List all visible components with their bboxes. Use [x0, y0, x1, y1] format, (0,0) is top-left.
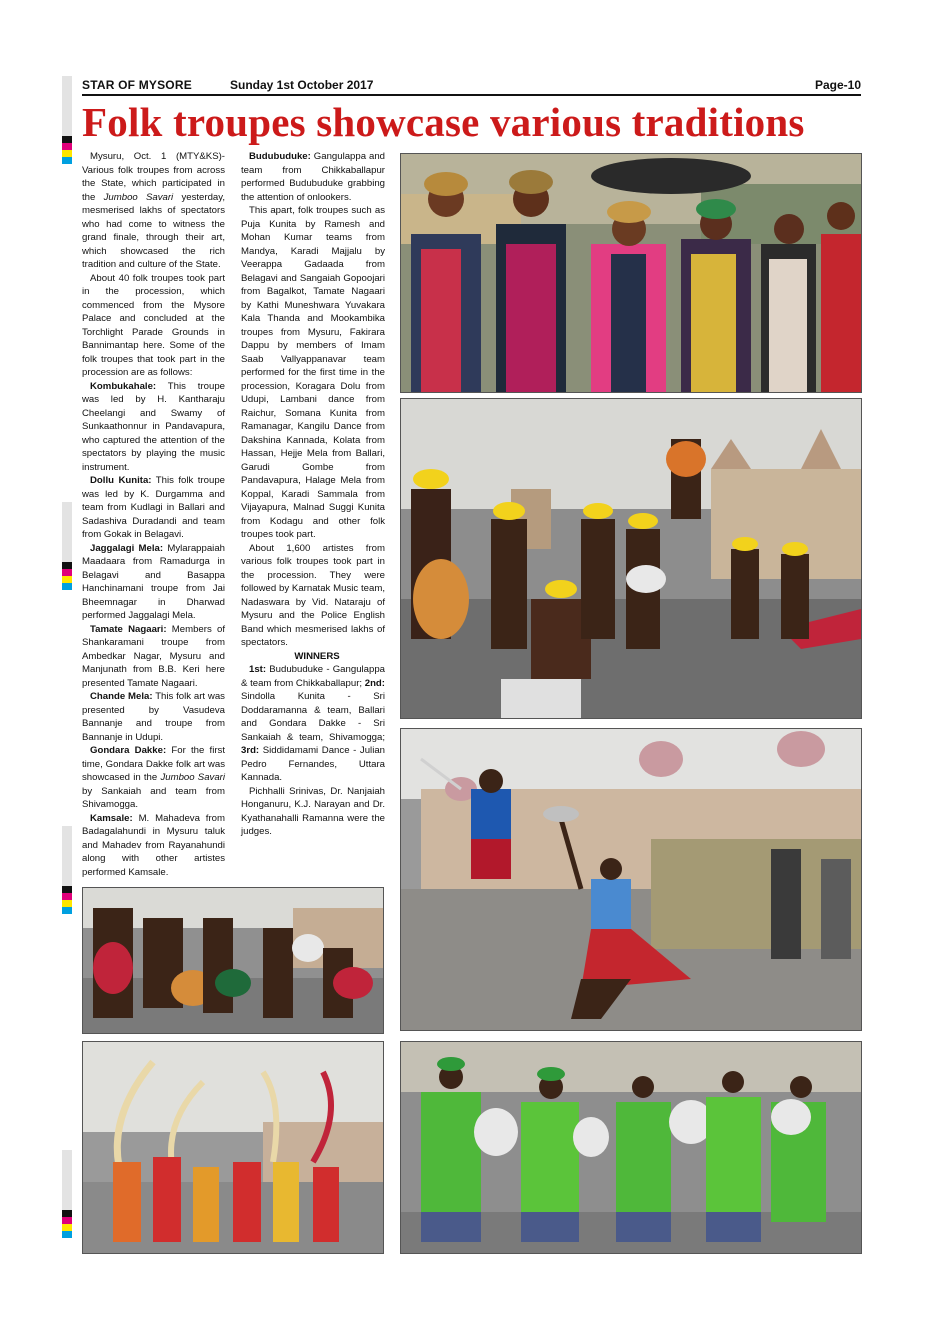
yellow-swatch [62, 1224, 72, 1231]
page-number: Page-10 [814, 78, 861, 92]
photo-horn-players [82, 1041, 384, 1254]
cyan-swatch [62, 157, 72, 164]
gondara-paragraph [82, 744, 225, 812]
body-text: M. Mahadeva from Badagalahundi in Mysuru taluk and Mahadev from Rayanahundi along with other artistes performed Kamsale. [82, 812, 225, 878]
subhead: Chande Mela: [90, 691, 153, 702]
magenta-swatch [62, 143, 72, 150]
rank-text: Budubuduke - Gangulappa & team from Chikkaballapur; [241, 664, 386, 689]
paragraph: This apart, folk troupes such as Puja Kunita by Ramesh and Mohan Kumar teams from Mandya, Karadi Majjalu by Veerappa Gadaada from Belagavi and Sangaiah Gopoojari from Bagalkot, Tamate Nagaari by Kathi Muneshwara Yuvakara Kala Thanda and Mookambika troupes from Mysuru, Fakirara Dappu by members of Imam Saab Vallyappanavar team performed for the first time in the procession, Koragara Dolu from Udupi, Lambani dance from Raichur, Somana Kunita from Ramanagar, Kangilu Dance from Dakshina Kannada, Kolata from Hassan, Hejje Mela from Ballari, Garudi Gombe from Pandavapura, Halage Mela from Koppal, Karadi Sammala from Vijayapura, Malnad Suggi Kunita from Kodagu and other folk troupes took part. [241, 205, 385, 540]
cyan-swatch [62, 583, 72, 590]
registration-marks-bottom [62, 1150, 72, 1238]
gray-bar [62, 826, 72, 886]
rank-label: 1st: [249, 664, 267, 675]
issue-date: Sunday 1st October 2017 [230, 78, 374, 92]
yellow-swatch [62, 900, 72, 907]
registration-marks-low [62, 826, 72, 914]
subhead: Gondara Dakke: [90, 745, 167, 756]
photo-image [401, 729, 861, 1030]
rank-text: Sindolla Kunita - Sri Doddaramanna & team, Ballari and Gondara Dakke - Sri Sankaiah & team, Shivamogga; [241, 691, 385, 743]
body-text: This folk art was presented by Vasudeva Bannanje and troupe from Bannanje in Udupi. [82, 691, 225, 743]
body-text: This folk troupe was led by K. Durgamma and team from Kudlagi in Ballari and Sadashiva Duradandi and team from Gokak in Belagavi. [82, 475, 225, 540]
subhead: Kamsale: [90, 812, 133, 824]
paragraph: About 1,600 artistes from various folk troupes took part in the procession. They were followed by Karnatak Music team, Nadaswara by Vid. Nataraju of Mysuru and the Police English Band which mesmerised lakhs of spectators. [241, 542, 385, 648]
winners-heading: WINNERS [294, 650, 340, 662]
yellow-swatch [62, 576, 72, 583]
jaggalagi-paragraph [82, 542, 225, 623]
magenta-swatch [62, 893, 72, 900]
kamsale-paragraph [82, 812, 225, 880]
subhead: Dollu Kunita: [90, 475, 152, 486]
body-text: Gangulappa and team from Chikkaballapur performed Budubuduke grabbing the attention of onlookers. [241, 151, 386, 203]
article-column-1 [82, 150, 225, 879]
yellow-swatch [62, 150, 72, 157]
registration-marks-top [62, 76, 72, 164]
gray-bar [62, 1150, 72, 1210]
body-text: by Sankaiah and team from Shivamogga. [82, 785, 225, 810]
winners-list [241, 663, 385, 785]
budubuduke-paragraph [241, 150, 385, 204]
article-column-2 [241, 150, 385, 839]
photo-drummers [82, 887, 384, 1034]
black-swatch [62, 1210, 72, 1217]
body-text: Members of Shankaramani troupe from Ambedkar Nagar, Mysuru and Manjunath from B.B. Keri here presented Tamate Nagaari. [82, 623, 225, 689]
subhead: Jaggalagi Mela: [90, 542, 164, 554]
chande-paragraph [82, 690, 225, 744]
photo-dappu-players [400, 1041, 862, 1254]
rank-label: 3rd: [241, 745, 260, 756]
intro-paragraph [82, 150, 225, 272]
subhead: Kombukahale: [90, 380, 157, 392]
body-text: This troupe was led by H. Kantharaju Cheelangi and Swamy of Sunkaathonnur in Pandavapura, who captured the attention of the spectators by playing the music instrument. [82, 380, 225, 473]
subhead: Budubuduke: [249, 151, 311, 162]
intro-text: Mysuru, Oct. 1 (MTY&KS)- Various folk troupes from across the State, which participated in the [82, 151, 225, 203]
italic-text: Jumboo Savari [160, 772, 225, 783]
intro-rest: yesterday, mesmerised lakhs of spectators who had come to witness the grand finale, through their art, which showcased the rich tradition and culture of the State. [82, 191, 225, 270]
photo-dollu-kunita [400, 398, 862, 719]
tamate-paragraph [82, 623, 225, 691]
black-swatch [62, 886, 72, 893]
photo-image [83, 1042, 383, 1253]
magenta-swatch [62, 1217, 72, 1224]
cyan-swatch [62, 907, 72, 914]
dollu-paragraph [82, 474, 225, 542]
registration-marks-mid [62, 502, 72, 590]
black-swatch [62, 562, 72, 569]
magenta-swatch [62, 569, 72, 576]
kombukahale-paragraph [82, 380, 225, 475]
headline: Folk troupes showcase various traditions [82, 99, 805, 145]
publication-name: STAR OF MYSORE [82, 78, 192, 92]
subhead: Tamate Nagaari: [90, 623, 167, 635]
photo-image [83, 888, 383, 1033]
rank-text: Siddidamami Dance - Julian Pedro Fernandes, Uttara Kannada. [241, 745, 385, 783]
body-text: Mylarappaiah Maadaara from Ramadurga in Belagavi and Basappa Hanchinamani troupe from Jai Bheemnagar in Dharwad performed Jaggalagi Mela. [82, 542, 225, 621]
photo-budubuduke-performers [400, 153, 862, 393]
body-text: For the first time, Gondara Dakke folk art was showcased in the [82, 745, 225, 783]
photo-image [401, 399, 861, 718]
paragraph: About 40 folk troupes took part in the procession, which commenced from the Mysore Palace and concluded at the Torchlight Parade Grounds in Bannimantap here. Some of the folk troupes that took part in the procession are as follows: [82, 272, 225, 378]
page-header [82, 76, 861, 96]
photo-image [401, 154, 861, 392]
photo-sword-performer [400, 728, 862, 1031]
cyan-swatch [62, 1231, 72, 1238]
photo-image [401, 1042, 861, 1253]
gray-bar [62, 76, 72, 136]
black-swatch [62, 136, 72, 143]
judges-paragraph: Pichhalli Srinivas, Dr. Nanjaiah Honganuru, K.J. Narayan and Dr. Kyathanahalli Ramanna were the judges. [241, 785, 385, 837]
intro-italic: Jumboo Savari [103, 191, 174, 203]
rank-label: 2nd: [364, 677, 385, 689]
gray-bar [62, 502, 72, 562]
